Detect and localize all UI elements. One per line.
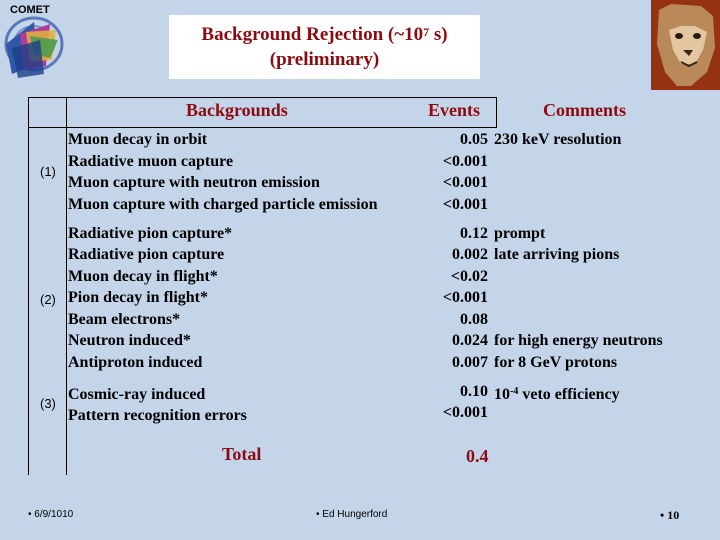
background-name: Pion decay in flight*	[68, 289, 209, 306]
events-value: 0.10	[460, 383, 488, 400]
total-value: 0.4	[466, 446, 489, 466]
background-name: Radiative pion capture	[68, 246, 225, 263]
events-value: 0.024	[452, 332, 488, 349]
background-name: Cosmic-ray induced	[68, 386, 206, 403]
comment-text: for 8 GeV protons	[494, 354, 618, 371]
background-name: Neutron induced*	[68, 332, 191, 349]
background-name: Pattern recognition errors	[68, 407, 247, 424]
header-backgrounds: Backgrounds	[186, 100, 288, 120]
background-name: Radiative muon capture	[68, 153, 234, 170]
header-comments: Comments	[543, 100, 626, 120]
background-name: Muon decay in flight*	[68, 268, 218, 285]
comment-text: $10^{-4}$ veto efficiency	[494, 386, 620, 403]
background-name: Antiproton induced	[68, 354, 203, 371]
total-label: Total	[222, 444, 262, 464]
slide-title	[169, 15, 480, 79]
footer-date: • 6/9/1010	[28, 509, 74, 520]
footer-author: • Ed Hungerford	[316, 509, 388, 520]
comet-logo-icon	[0, 14, 64, 84]
background-name: Muon capture with neutron emission	[68, 174, 320, 191]
background-name: Muon decay in orbit	[68, 131, 208, 148]
comment-text: for high energy neutrons	[494, 332, 663, 349]
events-value: <0.001	[442, 404, 488, 421]
group-label-3: (3)	[40, 396, 56, 411]
events-value: <0.001	[442, 174, 488, 191]
table-header-divider	[28, 127, 497, 128]
events-value: 0.12	[460, 225, 488, 242]
events-value: <0.02	[450, 268, 488, 285]
title-line-1: Background Rejection ($\sim 10^7$ s)	[201, 24, 448, 45]
events-value: 0.007	[452, 354, 488, 371]
events-value: <0.001	[442, 153, 488, 170]
comment-text: 230 keV resolution	[494, 131, 622, 148]
table-right-border	[496, 97, 497, 128]
events-value: 0.002	[452, 246, 488, 263]
table-top-border	[28, 97, 497, 98]
events-value: <0.001	[442, 196, 488, 213]
events-value: 0.08	[460, 311, 488, 328]
events-value: <0.001	[442, 289, 488, 306]
footer-page-number: • 10	[660, 508, 680, 522]
table-group-divider	[66, 97, 67, 475]
group-label-1: (1)	[40, 164, 56, 179]
background-name: Radiative pion capture*	[68, 225, 233, 242]
table-left-border	[28, 97, 29, 475]
header-events: Events	[428, 100, 481, 120]
background-name: Beam electrons*	[68, 311, 181, 328]
title-line-2: (preliminary)	[269, 49, 380, 70]
comment-text: prompt	[494, 225, 546, 242]
comet-logo-label: COMET	[10, 4, 50, 16]
cougar-mascot-icon	[651, 0, 720, 90]
background-name: Muon capture with charged particle emission	[68, 196, 378, 213]
events-value: 0.05	[460, 131, 488, 148]
group-label-2: (2)	[40, 292, 56, 307]
comment-text: late arriving pions	[494, 246, 620, 263]
